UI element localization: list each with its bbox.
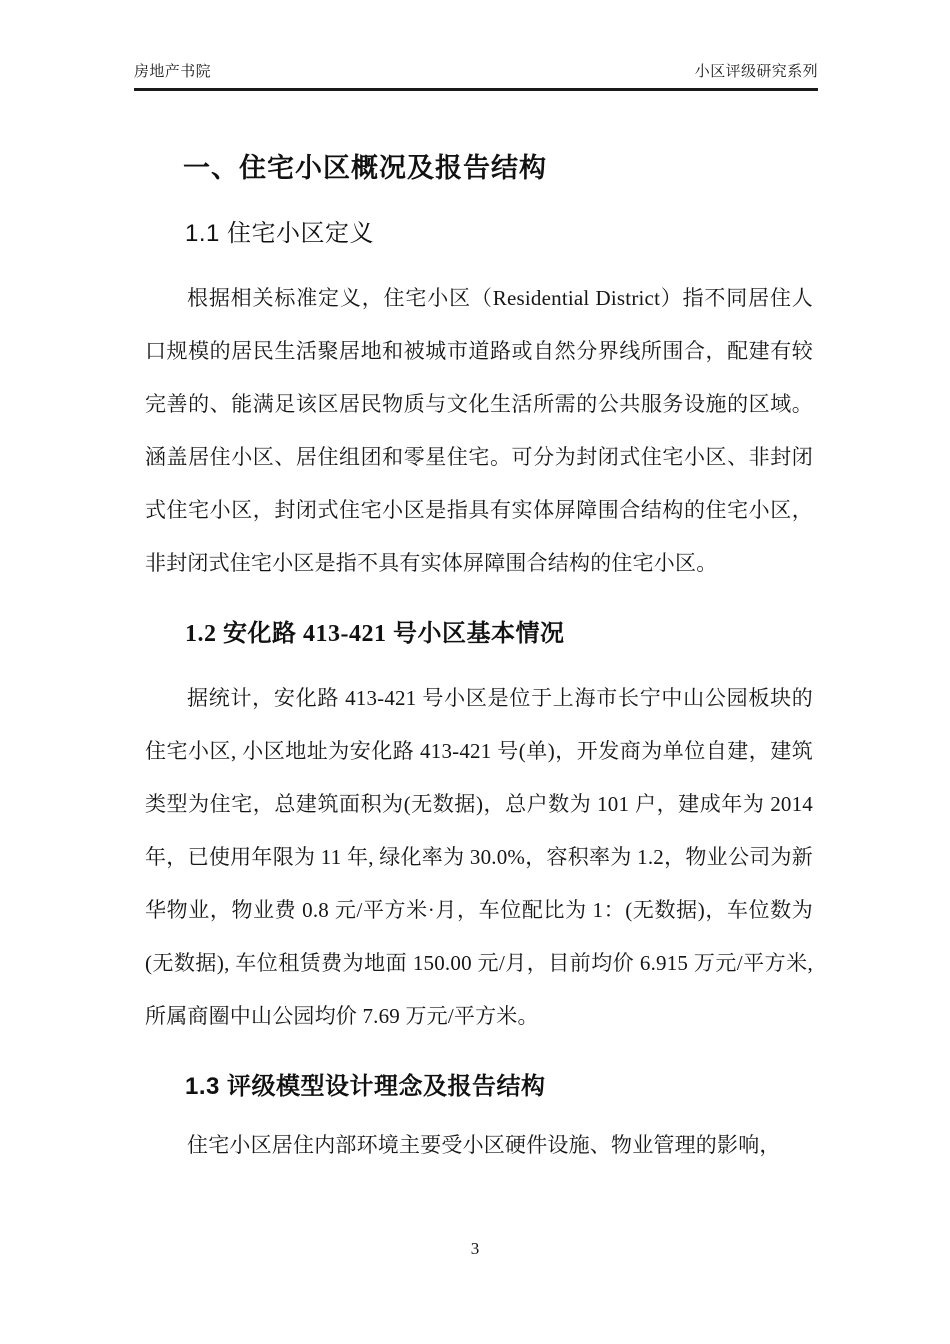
header-divider-rule bbox=[134, 88, 818, 91]
section-heading-1-3: 1.3 评级模型设计理念及报告结构 bbox=[185, 1073, 546, 1100]
chapter-heading: 一、住宅小区概况及报告结构 bbox=[183, 153, 547, 183]
header-left-label: 房地产书院 bbox=[134, 63, 212, 80]
section-heading-1-1: 1.1 住宅小区定义 bbox=[185, 220, 375, 247]
document-body bbox=[145, 128, 813, 1176]
page-number: 3 bbox=[470, 1239, 480, 1258]
section-heading-1-2: 1.2 安化路 413-421 号小区基本情况 bbox=[185, 621, 565, 647]
running-header bbox=[134, 62, 818, 82]
section-paragraph-1-2: 据统计，安化路 413-421 号小区是位于上海市长宁中山公园板块的住宅小区, 小区地址为安化路 413-421 号(单)，开发商为单位自建，建筑类型为住宅，总建筑面积为(无数据)，总户数为 101 户，建成年为 2014 年，已使用年限为 11 年, 绿化率为 30.0%，容积率为 1.2，物业公司为新华物业，物业费 0.8 元/平方米·月，车位配比为 1：(无数据)，车位数为(无数据), 车位租赁费为地面 150.00 元/月，目前均价 6.915 万元/平方米, 所属商圈中山公园均价 7.69 万元/平方米。 bbox=[145, 686, 813, 1028]
section-paragraph-1-3: 住宅小区居住内部环境主要受小区硬件设施、物业管理的影响， bbox=[187, 1133, 781, 1157]
header-right-label: 小区评级研究系列 bbox=[694, 63, 818, 80]
section-paragraph-1-1: 根据相关标准定义，住宅小区（Residential District）指不同居住人口规模的居民生活聚居地和被城市道路或自然分界线所围合，配建有较完善的、能满足该区居民物质与文化生活所需的公共服务设施的区域。涵盖居住小区、居住组团和零星住宅。可分为封闭式住宅小区、非封闭式住宅小区，封闭式住宅小区是指具有实体屏障围合结构的住宅小区，非封闭式住宅小区是指不具有实体屏障围合结构的住宅小区。 bbox=[145, 286, 813, 575]
